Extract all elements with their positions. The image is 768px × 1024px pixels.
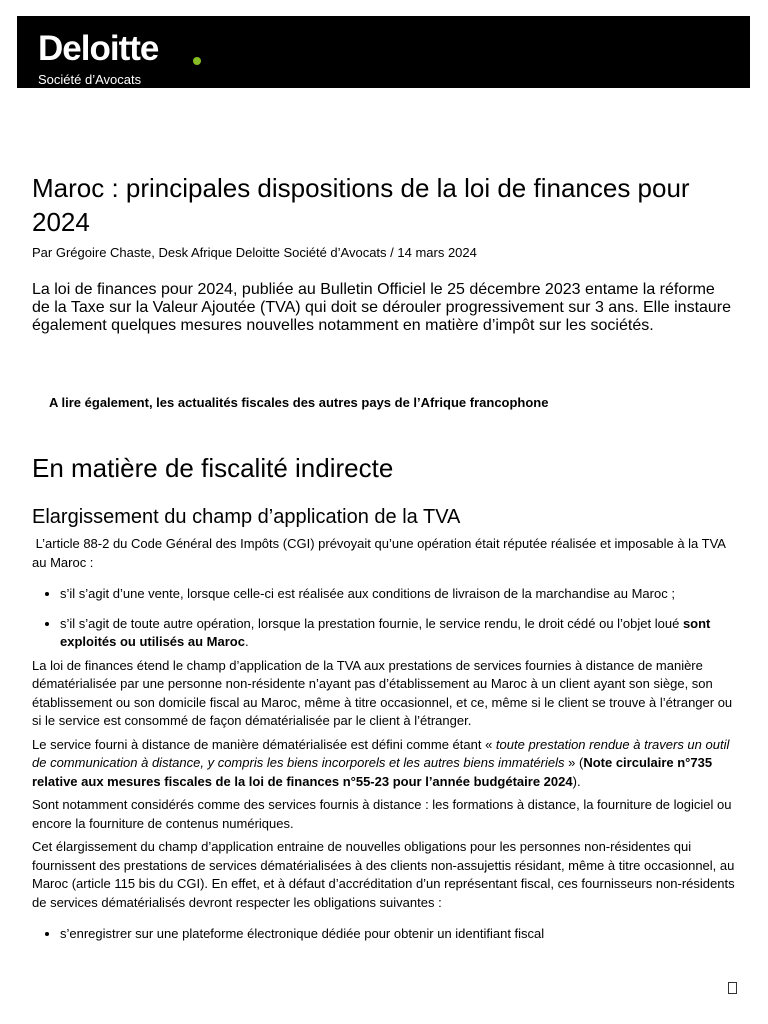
article	[32, 171, 737, 944]
deloitte-logo: Deloitte	[38, 29, 159, 68]
list-item	[60, 615, 737, 652]
subsection-title: Elargissement du champ d’application de la TVA	[32, 506, 461, 528]
list-item-text: s’il s’agit de toute autre opération, lorsque la prestation fournie, le service rendu, le droit cédé ou l’objet loué	[60, 615, 683, 631]
list-item-bold: sont exploités ou utilisés au Maroc	[60, 615, 711, 649]
definition-start: Le service fourni à distance de manière dématérialisée est défini comme étant «	[32, 736, 496, 752]
conditions-list	[32, 585, 737, 652]
definition-paragraph	[32, 736, 737, 792]
paragraph: Sont notamment considérés comme des services fournis à distance : les formations à distance, la fourniture de logiciel ou encore la fourniture de contenus numériques.	[32, 797, 732, 831]
article-lead: La loi de finances pour 2024, publiée au Bulletin Officiel le 25 décembre 2023 entame la réforme de la Taxe sur la Valeur Ajoutée (TVA) qui doit se dérouler progressivement sur 3 ans. Elle instaure également quelques mesures nouvelles notamment en matière d’impôt sur les sociétés.	[32, 281, 732, 334]
definition-mid: » (	[564, 755, 584, 770]
list-item	[60, 925, 737, 944]
page-icon[interactable]	[728, 982, 737, 994]
paragraph: Cet élargissement du champ d’application entraine de nouvelles obligations pour les personnes non-résidentes qui fournissent des prestations de services dématérialisées à des clients non-assujettis résidant, même à titre occasionnel, au Maroc (article 115 bis du CGI). En effet, et à défaut d’accréditation d’un représentant fiscal, ces fournisseurs non-résidents de services dématérialisés devront respecter les obligations suivantes :	[32, 839, 735, 910]
list-item-text: s’enregistrer sur une plateforme électronique dédiée pour obtenir un identifiant fiscal	[60, 926, 545, 941]
paragraph: La loi de finances étend le champ d’application de la TVA aux prestations de services fournies à distance de manière dématérialisée par une personne non-résidente n’ayant pas d’établissement au Maroc à un client ayant son siège, son établissement ou son domicile fiscal au Maroc, même à titre occasionnel, et ce, même si le client se trouve à l’étranger ou si le service est consommé de façon dématérialisée par le client à l’étranger.	[32, 657, 733, 728]
intro-paragraph: L’article 88-2 du Code Général des Impôts (CGI) prévoyait qu’une opération était réputée réalisée et imposable à la TVA au Maroc :	[32, 536, 729, 570]
section-title: En matière de fiscalité indirecte	[32, 453, 394, 483]
header-bar	[17, 16, 750, 88]
list-item	[60, 585, 737, 604]
article-title: Maroc : principales dispositions de la loi de finances pour 2024	[32, 173, 690, 237]
article-byline: Par Grégoire Chaste, Desk Afrique Deloitte Société d’Avocats / 14 mars 2024	[32, 245, 477, 260]
definition-reference: Note circulaire n°735 relative aux mesures fiscales de la loi de finances n°55-23 pour l’année budgétaire 2024	[32, 755, 713, 789]
definition-quote: toute prestation rendue à travers un outil de communication à distance, y compris les biens incorporels et les autres biens immatériels	[32, 736, 730, 770]
see-also-link[interactable]: A lire également, les actualités fiscales des autres pays de l’Afrique francophone	[49, 395, 549, 410]
list-item-text: s’il s’agit d’une vente, lorsque celle-ci est réalisée aux conditions de livraison de la marchandise au Maroc ;	[60, 586, 675, 601]
list-item-end: .	[244, 634, 249, 649]
definition-end: ).	[572, 773, 581, 789]
logo-subtitle: Société d’Avocats	[38, 72, 142, 87]
obligations-list	[32, 925, 737, 944]
logo-dot	[193, 57, 201, 65]
